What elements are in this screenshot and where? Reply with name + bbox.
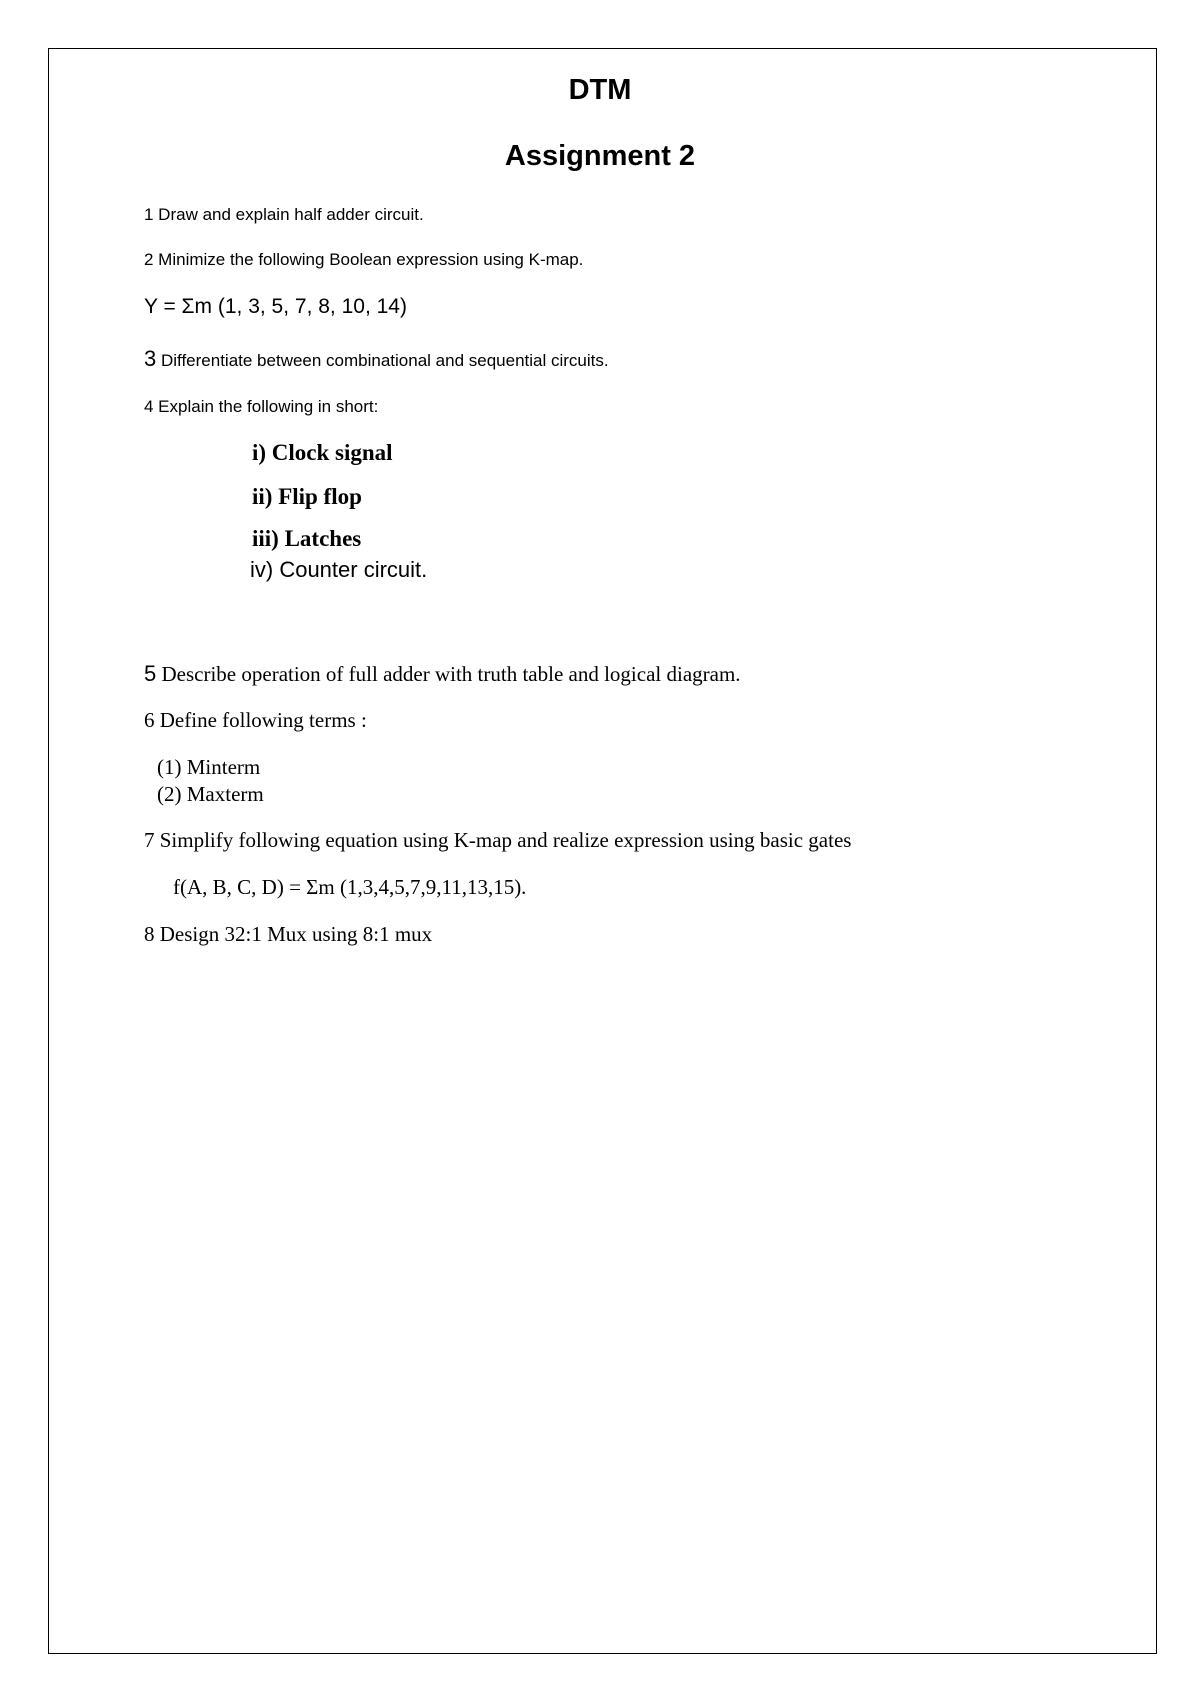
- question-5-number: 5: [144, 661, 157, 686]
- question-6-item-1: (1) Minterm: [157, 755, 261, 779]
- question-7-formula: f(A, B, C, D) = Σm (1,3,4,5,7,9,11,13,15).: [173, 875, 527, 899]
- question-6-item-2: (2) Maxterm: [157, 782, 264, 806]
- question-6: 6 Define following terms :: [144, 708, 367, 732]
- assignment-title: Assignment 2: [504, 140, 696, 172]
- question-4: 4 Explain the following in short:: [144, 397, 379, 416]
- question-4-item-1: i) Clock signal: [252, 440, 393, 465]
- document-title: DTM: [568, 74, 632, 106]
- question-4-item-4: iv) Counter circuit.: [250, 557, 428, 582]
- question-2: 2 Minimize the following Boolean expression using K-map.: [144, 250, 584, 269]
- question-4-item-2: ii) Flip flop: [252, 484, 362, 509]
- question-3: [144, 346, 609, 372]
- question-3-number: 3: [144, 346, 157, 371]
- question-5: [144, 661, 741, 687]
- question-1: 1 Draw and explain half adder circuit.: [144, 205, 424, 224]
- question-3-text: Differentiate between combinational and sequential circuits.: [160, 351, 609, 370]
- question-4-item-3: iii) Latches: [252, 526, 362, 551]
- question-7: 7 Simplify following equation using K-map and realize expression using basic gates: [144, 828, 852, 852]
- question-8: 8 Design 32:1 Mux using 8:1 mux: [144, 922, 433, 946]
- question-5-text: Describe operation of full adder with truth table and logical diagram.: [161, 662, 741, 686]
- question-2-formula: Y = Σm (1, 3, 5, 7, 8, 10, 14): [144, 295, 407, 318]
